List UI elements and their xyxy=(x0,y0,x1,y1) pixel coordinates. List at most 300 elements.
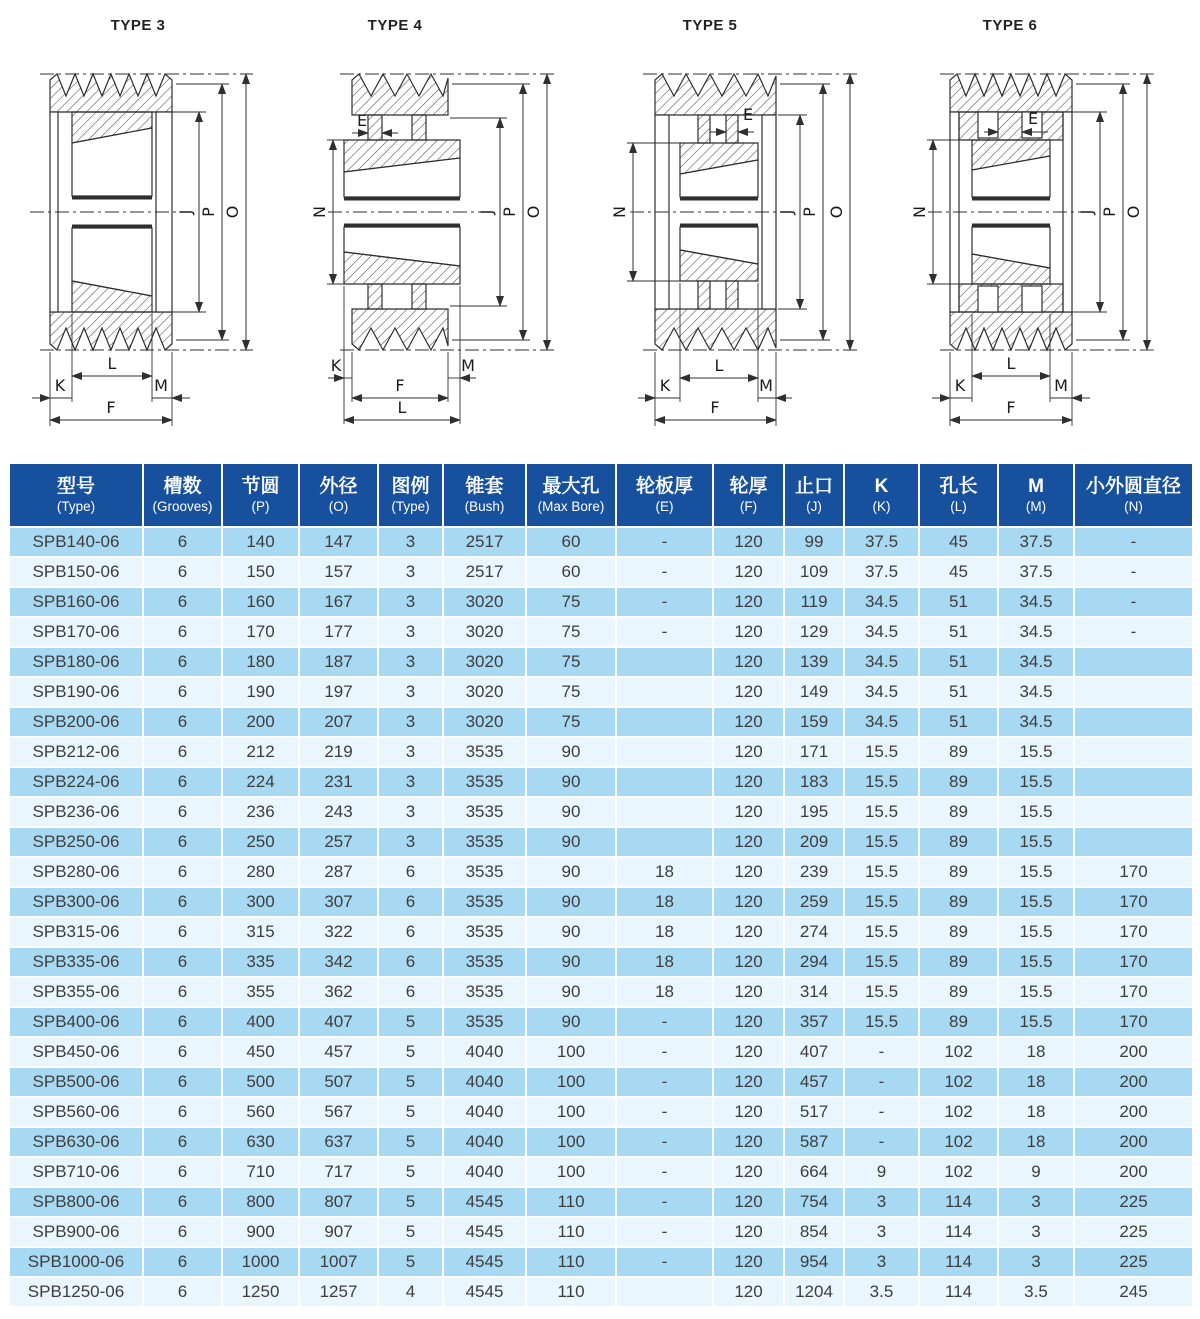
table-cell: 120 xyxy=(713,527,784,557)
table-cell: - xyxy=(616,587,713,617)
table-cell: 3 xyxy=(998,1247,1074,1277)
table-cell: 239 xyxy=(784,857,844,887)
table-cell: 120 xyxy=(713,1127,784,1157)
table-cell: 630 xyxy=(222,1127,299,1157)
table-cell: 6 xyxy=(378,977,443,1007)
dim-label-f: F xyxy=(395,376,405,395)
table-cell: 500 xyxy=(222,1067,299,1097)
table-cell: 150 xyxy=(222,557,299,587)
table-cell xyxy=(616,767,713,797)
table-row xyxy=(9,1187,1193,1217)
type3-drawing xyxy=(0,0,300,462)
table-cell: 15.5 xyxy=(844,947,919,977)
table-cell: 225 xyxy=(1074,1217,1193,1247)
table-cell: - xyxy=(1074,617,1193,647)
table-cell: 15.5 xyxy=(844,1007,919,1037)
dim-label-l: L xyxy=(107,354,117,373)
column-header xyxy=(526,463,616,527)
table-cell: 120 xyxy=(713,1217,784,1247)
table-cell: 224 xyxy=(222,767,299,797)
column-header xyxy=(222,463,299,527)
table-cell: 200 xyxy=(1074,1127,1193,1157)
table-cell: 15.5 xyxy=(844,737,919,767)
table-cell: SPB900-06 xyxy=(9,1217,143,1247)
table-cell: 6 xyxy=(143,707,222,737)
table-cell: 200 xyxy=(1074,1097,1193,1127)
table-cell: 15.5 xyxy=(998,977,1074,1007)
table-cell: 259 xyxy=(784,887,844,917)
table-cell: 250 xyxy=(222,827,299,857)
table-cell: 100 xyxy=(526,1127,616,1157)
dim-label-k: K xyxy=(659,376,671,395)
dim-label-o: O xyxy=(827,205,846,219)
table-cell: 6 xyxy=(143,767,222,797)
column-header-zh: 孔长 xyxy=(939,476,978,498)
table-cell: 15.5 xyxy=(844,977,919,1007)
column-header-zh: 轮板厚 xyxy=(635,476,693,498)
table-cell: SPB236-06 xyxy=(9,797,143,827)
table-cell: 89 xyxy=(919,767,998,797)
column-header xyxy=(378,463,443,527)
table-cell: 37.5 xyxy=(998,557,1074,587)
table-cell: 51 xyxy=(919,587,998,617)
type4-diagram xyxy=(300,0,600,462)
dim-label-j: J xyxy=(176,209,195,215)
dim-label-e: E xyxy=(742,105,754,124)
table-cell: 9 xyxy=(998,1157,1074,1187)
table-cell: SPB280-06 xyxy=(9,857,143,887)
table-cell: 157 xyxy=(299,557,378,587)
table-cell: 195 xyxy=(784,797,844,827)
table-header xyxy=(9,463,1193,527)
table-cell: 18 xyxy=(998,1097,1074,1127)
table-cell xyxy=(1074,647,1193,677)
table-cell: 800 xyxy=(222,1187,299,1217)
table-cell: 15.5 xyxy=(844,797,919,827)
table-cell: 3535 xyxy=(443,737,526,767)
table-cell: 120 xyxy=(713,707,784,737)
table-cell: 287 xyxy=(299,857,378,887)
type4-drawing xyxy=(300,0,600,462)
table-cell: 209 xyxy=(784,827,844,857)
table-row xyxy=(9,1127,1193,1157)
table-cell: 710 xyxy=(222,1157,299,1187)
column-header xyxy=(616,463,713,527)
table-cell xyxy=(616,647,713,677)
table-row xyxy=(9,1037,1193,1067)
table-cell: 5 xyxy=(378,1247,443,1277)
dim-label-m: M xyxy=(461,356,475,375)
table-cell: 120 xyxy=(713,737,784,767)
table-cell: 6 xyxy=(143,527,222,557)
table-cell: 2517 xyxy=(443,557,526,587)
table-cell: 34.5 xyxy=(844,647,919,677)
table-cell xyxy=(1074,797,1193,827)
pulley-cross-section xyxy=(630,74,795,350)
table-cell: 2517 xyxy=(443,527,526,557)
table-cell: 160 xyxy=(222,587,299,617)
table-cell: 3535 xyxy=(443,797,526,827)
column-header-zh: K xyxy=(874,476,889,498)
table-cell: 15.5 xyxy=(998,887,1074,917)
table-cell: 90 xyxy=(526,797,616,827)
table-cell: - xyxy=(1074,527,1193,557)
column-header-zh: 节圆 xyxy=(241,476,280,498)
table-cell: 3535 xyxy=(443,827,526,857)
table-cell: 120 xyxy=(713,587,784,617)
column-header-en: (Bush) xyxy=(464,499,505,515)
table-cell: SPB160-06 xyxy=(9,587,143,617)
table-cell: 200 xyxy=(1074,1157,1193,1187)
table-cell: 3 xyxy=(378,527,443,557)
table-cell: 120 xyxy=(713,827,784,857)
table-cell: 225 xyxy=(1074,1247,1193,1277)
table-cell: 102 xyxy=(919,1037,998,1067)
table-cell: 18 xyxy=(616,887,713,917)
table-cell: - xyxy=(844,1127,919,1157)
table-cell: 9 xyxy=(844,1157,919,1187)
dim-label-o: O xyxy=(524,205,543,219)
column-header-zh: 型号 xyxy=(56,476,95,498)
table-cell: 4545 xyxy=(443,1247,526,1277)
table-cell: 45 xyxy=(919,527,998,557)
table-cell: 110 xyxy=(526,1277,616,1307)
table-cell: 450 xyxy=(222,1037,299,1067)
table-cell: 3020 xyxy=(443,617,526,647)
table-cell: 6 xyxy=(143,1247,222,1277)
table-row xyxy=(9,887,1193,917)
table-cell: 3020 xyxy=(443,587,526,617)
table-cell: 170 xyxy=(1074,917,1193,947)
table-cell: 3020 xyxy=(443,707,526,737)
dim-label-k: K xyxy=(330,356,342,375)
column-header-en: (Max Bore) xyxy=(537,499,605,515)
table-cell: 18 xyxy=(616,857,713,887)
table-cell: 245 xyxy=(1074,1277,1193,1307)
table-cell: SPB335-06 xyxy=(9,947,143,977)
table-cell: 34.5 xyxy=(844,677,919,707)
table-cell: 100 xyxy=(526,1067,616,1097)
table-row xyxy=(9,947,1193,977)
dim-label-m: M xyxy=(1054,376,1068,395)
table-cell: 120 xyxy=(713,917,784,947)
table-cell: 18 xyxy=(998,1067,1074,1097)
table-cell: 3 xyxy=(378,767,443,797)
table-cell: 170 xyxy=(1074,977,1193,1007)
table-cell: 5 xyxy=(378,1097,443,1127)
table-row xyxy=(9,527,1193,557)
table-cell: 18 xyxy=(998,1037,1074,1067)
table-cell: 120 xyxy=(713,1157,784,1187)
table-cell: 274 xyxy=(784,917,844,947)
table-cell: 149 xyxy=(784,677,844,707)
table-cell: 102 xyxy=(919,1127,998,1157)
table-cell: 280 xyxy=(222,857,299,887)
table-cell: 3535 xyxy=(443,887,526,917)
table-cell: 4040 xyxy=(443,1127,526,1157)
table-cell: 15.5 xyxy=(998,737,1074,767)
table-cell: 335 xyxy=(222,947,299,977)
table-cell: 567 xyxy=(299,1097,378,1127)
column-header-zh: 外径 xyxy=(319,476,358,498)
table-cell: 754 xyxy=(784,1187,844,1217)
table-cell: 637 xyxy=(299,1127,378,1157)
table-cell: - xyxy=(844,1097,919,1127)
table-cell: 560 xyxy=(222,1097,299,1127)
column-header-en: (Grooves) xyxy=(152,499,213,515)
table-cell: - xyxy=(616,1097,713,1127)
table-cell: 6 xyxy=(143,797,222,827)
dim-label-f: F xyxy=(1006,398,1016,417)
table-cell: 37.5 xyxy=(998,527,1074,557)
column-header-en: (L) xyxy=(950,499,967,515)
dim-label-j: J xyxy=(477,209,496,215)
column-header-en: (F) xyxy=(739,499,758,515)
dim-label-e: E xyxy=(356,111,368,130)
table-cell: 1007 xyxy=(299,1247,378,1277)
table-cell: 717 xyxy=(299,1157,378,1187)
table-cell: 4040 xyxy=(443,1037,526,1067)
table-cell: 3020 xyxy=(443,647,526,677)
table-cell: SPB355-06 xyxy=(9,977,143,1007)
table-cell: 109 xyxy=(784,557,844,587)
table-cell: 5 xyxy=(378,1037,443,1067)
table-cell: 18 xyxy=(998,1127,1074,1157)
dim-label-j: J xyxy=(1077,209,1096,215)
dim-label-p: P xyxy=(1100,207,1119,217)
table-cell: 90 xyxy=(526,1007,616,1037)
table-cell: - xyxy=(616,1217,713,1247)
table-cell: 90 xyxy=(526,737,616,767)
column-header-en: (Type) xyxy=(56,499,96,515)
type5-drawing xyxy=(600,0,900,462)
column-header-zh: 小外圆直径 xyxy=(1085,476,1181,498)
table-cell: 120 xyxy=(713,857,784,887)
table-cell: - xyxy=(1074,587,1193,617)
table-cell xyxy=(616,677,713,707)
table-cell: SPB560-06 xyxy=(9,1097,143,1127)
table-cell: SPB212-06 xyxy=(9,737,143,767)
table-cell: SPB1250-06 xyxy=(9,1277,143,1307)
pulley-cross-section xyxy=(328,74,495,350)
table-cell: SPB800-06 xyxy=(9,1187,143,1217)
dim-label-e: E xyxy=(1027,109,1039,128)
table-cell: 90 xyxy=(526,857,616,887)
table-row xyxy=(9,857,1193,887)
table-cell: 3 xyxy=(378,677,443,707)
table-cell: 5 xyxy=(378,1067,443,1097)
table-cell: 100 xyxy=(526,1097,616,1127)
table-cell: 190 xyxy=(222,677,299,707)
table-cell: - xyxy=(844,1067,919,1097)
table-row xyxy=(9,737,1193,767)
table-cell: 517 xyxy=(784,1097,844,1127)
table-cell: 243 xyxy=(299,797,378,827)
table-row xyxy=(9,587,1193,617)
column-header xyxy=(299,463,378,527)
table-cell: 15.5 xyxy=(998,917,1074,947)
dim-label-f: F xyxy=(106,398,116,417)
table-cell: 6 xyxy=(143,1187,222,1217)
table-cell: 5 xyxy=(378,1187,443,1217)
table-cell: SPB400-06 xyxy=(9,1007,143,1037)
table-cell: 6 xyxy=(143,1277,222,1307)
dim-label-p: P xyxy=(800,207,819,217)
table-cell: 200 xyxy=(1074,1067,1193,1097)
table-cell: 75 xyxy=(526,617,616,647)
table-cell xyxy=(616,737,713,767)
table-cell: 1000 xyxy=(222,1247,299,1277)
table-cell: 170 xyxy=(1074,947,1193,977)
table-cell xyxy=(616,827,713,857)
table-cell: 120 xyxy=(713,1097,784,1127)
table-cell: 114 xyxy=(919,1277,998,1307)
table-cell: 177 xyxy=(299,617,378,647)
table-cell: 34.5 xyxy=(844,617,919,647)
table-cell: 3535 xyxy=(443,977,526,1007)
table-cell: SPB200-06 xyxy=(9,707,143,737)
table-cell: 120 xyxy=(713,557,784,587)
table-cell xyxy=(1074,737,1193,767)
table-cell: 120 xyxy=(713,677,784,707)
table-cell: 51 xyxy=(919,677,998,707)
table-cell xyxy=(1074,707,1193,737)
table-cell: 89 xyxy=(919,917,998,947)
table-cell: 4 xyxy=(378,1277,443,1307)
column-header xyxy=(998,463,1074,527)
dim-label-m: M xyxy=(154,376,168,395)
dim-label-f: F xyxy=(710,398,720,417)
dim-label-n: N xyxy=(310,206,329,218)
table-cell: 4040 xyxy=(443,1157,526,1187)
table-cell: SPB224-06 xyxy=(9,767,143,797)
table-cell: 3 xyxy=(378,707,443,737)
table-cell: 3 xyxy=(378,797,443,827)
table-cell: 3535 xyxy=(443,767,526,797)
table-cell: SPB150-06 xyxy=(9,557,143,587)
table-cell: 90 xyxy=(526,917,616,947)
table-cell: 3020 xyxy=(443,677,526,707)
dim-label-o: O xyxy=(223,205,242,219)
dim-label-k: K xyxy=(954,376,966,395)
dim-label-n: N xyxy=(610,206,629,218)
table-cell: 314 xyxy=(784,977,844,1007)
column-header-zh: 槽数 xyxy=(163,476,202,498)
table-cell: 1204 xyxy=(784,1277,844,1307)
table-cell: 6 xyxy=(143,557,222,587)
table-cell: 102 xyxy=(919,1067,998,1097)
dim-label-l: L xyxy=(714,356,724,375)
table-cell: 15.5 xyxy=(998,947,1074,977)
table-cell: 357 xyxy=(784,1007,844,1037)
table-cell: 120 xyxy=(713,797,784,827)
table-cell: 100 xyxy=(526,1037,616,1067)
table-cell: 120 xyxy=(713,1037,784,1067)
table-cell: 15.5 xyxy=(844,887,919,917)
table-cell: 183 xyxy=(784,767,844,797)
table-cell: 6 xyxy=(378,887,443,917)
table-cell: 3 xyxy=(998,1217,1074,1247)
table-row xyxy=(9,767,1193,797)
table-cell: - xyxy=(616,557,713,587)
dim-label-m: M xyxy=(759,376,773,395)
dim-label-p: P xyxy=(199,207,218,217)
table-cell: 171 xyxy=(784,737,844,767)
table-cell: 34.5 xyxy=(998,647,1074,677)
table-cell: 6 xyxy=(143,647,222,677)
table-row xyxy=(9,1277,1193,1307)
table-cell: 407 xyxy=(299,1007,378,1037)
table-cell: 120 xyxy=(713,977,784,1007)
dim-label-o: O xyxy=(1124,205,1143,219)
table-cell: 322 xyxy=(299,917,378,947)
table-cell: 110 xyxy=(526,1247,616,1277)
table-cell: 6 xyxy=(143,857,222,887)
table-cell: 807 xyxy=(299,1187,378,1217)
column-header-zh: 止口 xyxy=(794,476,833,498)
table-cell: 587 xyxy=(784,1127,844,1157)
table-cell: 170 xyxy=(1074,857,1193,887)
column-header xyxy=(143,463,222,527)
table-cell: 6 xyxy=(143,947,222,977)
table-cell: 212 xyxy=(222,737,299,767)
table-cell: 120 xyxy=(713,947,784,977)
column-header-zh: 轮厚 xyxy=(729,476,768,498)
type4-title: TYPE 4 xyxy=(367,17,423,34)
table-cell: - xyxy=(616,1187,713,1217)
table-cell: 51 xyxy=(919,647,998,677)
table-row xyxy=(9,1247,1193,1277)
table-cell: SPB710-06 xyxy=(9,1157,143,1187)
column-header xyxy=(713,463,784,527)
table-cell: SPB500-06 xyxy=(9,1067,143,1097)
table-cell: 37.5 xyxy=(844,557,919,587)
table-row xyxy=(9,827,1193,857)
table-cell: - xyxy=(1074,557,1193,587)
table-cell: 6 xyxy=(378,947,443,977)
table-cell: 219 xyxy=(299,737,378,767)
column-header-zh: M xyxy=(1028,476,1044,498)
table-row xyxy=(9,1067,1193,1097)
table-cell: 75 xyxy=(526,587,616,617)
table-cell: 3.5 xyxy=(998,1277,1074,1307)
column-header xyxy=(919,463,998,527)
table-cell: 907 xyxy=(299,1217,378,1247)
table-cell: 4545 xyxy=(443,1217,526,1247)
table-cell: 6 xyxy=(143,1097,222,1127)
spec-table-section xyxy=(0,462,1200,1308)
type5-title: TYPE 5 xyxy=(682,17,738,34)
column-header xyxy=(784,463,844,527)
table-cell: 4545 xyxy=(443,1187,526,1217)
table-cell: 120 xyxy=(713,1277,784,1307)
table-cell: 15.5 xyxy=(844,917,919,947)
table-cell: 110 xyxy=(526,1187,616,1217)
table-cell: 300 xyxy=(222,887,299,917)
table-cell: 51 xyxy=(919,707,998,737)
table-cell xyxy=(616,707,713,737)
table-cell: SPB250-06 xyxy=(9,827,143,857)
table-cell: - xyxy=(616,1067,713,1097)
table-cell: 45 xyxy=(919,557,998,587)
table-cell: 90 xyxy=(526,887,616,917)
table-cell: 90 xyxy=(526,767,616,797)
table-cell: 6 xyxy=(143,1067,222,1097)
table-row xyxy=(9,797,1193,827)
table-cell: 75 xyxy=(526,677,616,707)
table-cell: 664 xyxy=(784,1157,844,1187)
table-cell: 6 xyxy=(378,857,443,887)
